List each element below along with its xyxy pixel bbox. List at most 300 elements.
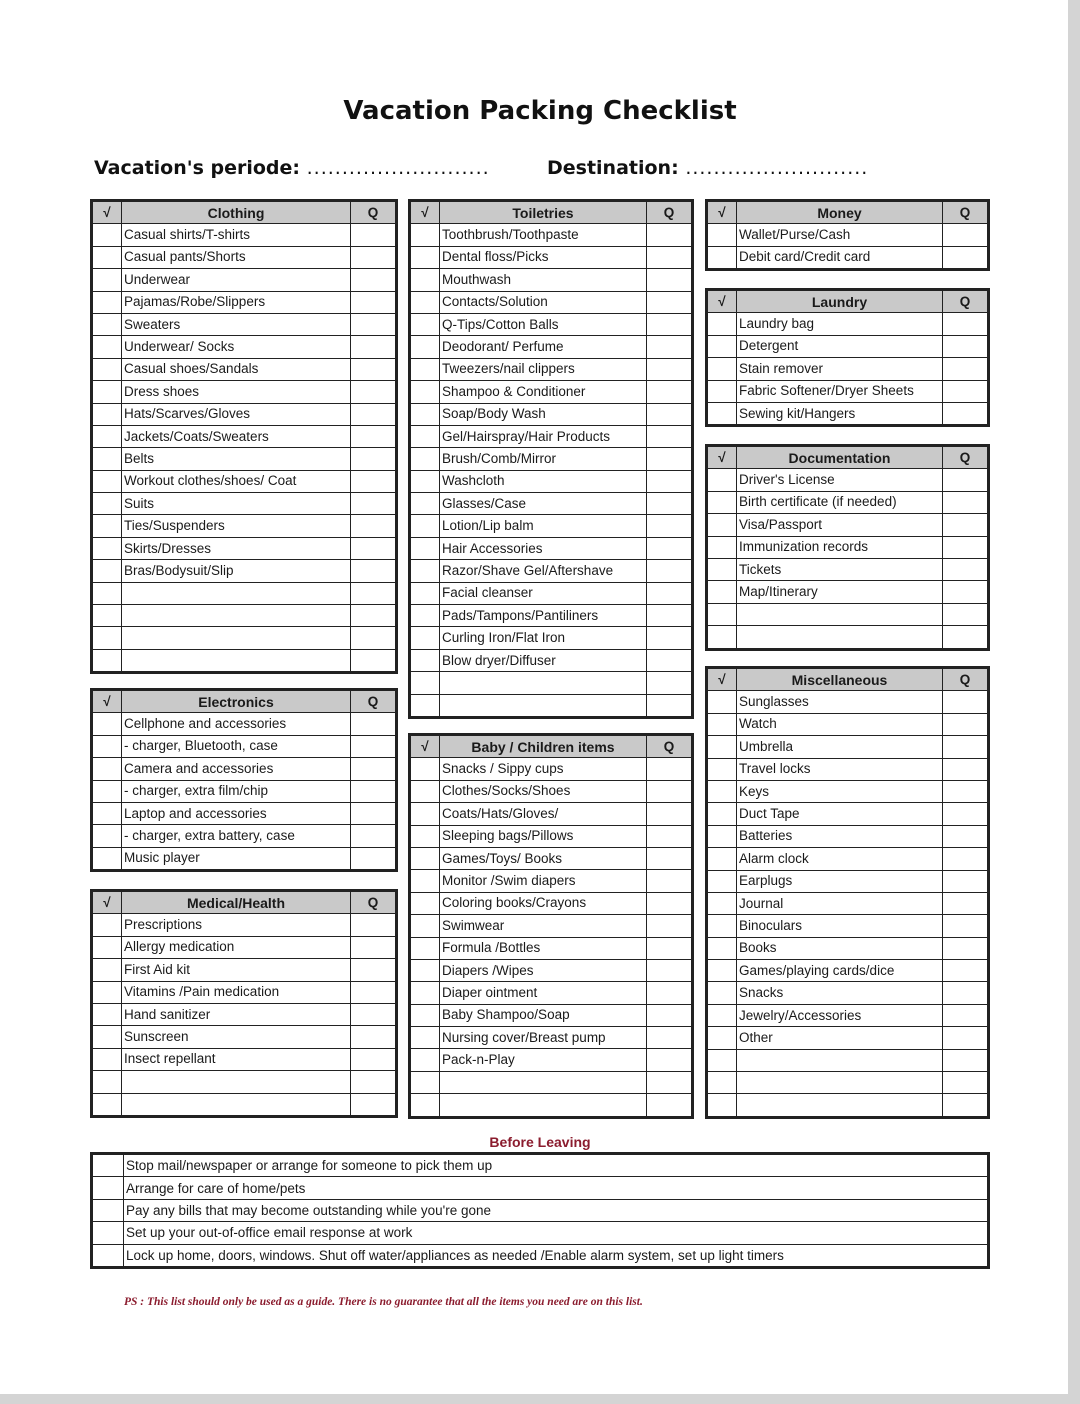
quantity-cell[interactable] [351,313,396,335]
quantity-cell[interactable] [943,1027,988,1049]
checkbox-cell[interactable] [93,537,122,559]
checkbox-cell[interactable] [708,224,737,246]
checkbox-cell[interactable] [411,803,440,825]
item-label: Vitamins /Pain medication [122,981,351,1003]
quantity-cell[interactable] [943,915,988,937]
quantity-cell[interactable] [943,536,988,558]
quantity-cell[interactable] [943,870,988,892]
checkbox-cell[interactable] [411,470,440,492]
quantity-cell[interactable] [647,1027,692,1049]
item-label: Debit card/Credit card [737,246,943,268]
checkbox-cell[interactable] [708,1072,737,1094]
quantity-cell[interactable] [647,649,692,671]
quantity-cell[interactable] [351,959,396,981]
quantity-cell[interactable] [943,603,988,625]
checkbox-cell[interactable] [708,603,737,625]
quantity-cell[interactable] [943,1049,988,1071]
quantity-cell[interactable] [943,380,988,402]
checkbox-cell[interactable] [411,582,440,604]
item-label: Shampoo & Conditioner [440,381,647,403]
checkbox-cell[interactable] [93,1071,122,1093]
item-label: Laptop and accessories [122,802,351,824]
checkbox-cell[interactable] [708,937,737,959]
quantity-cell[interactable] [351,649,396,671]
checklist-row [411,537,692,559]
quantity-cell[interactable] [351,825,396,847]
item-label: Umbrella [737,736,943,758]
quantity-cell[interactable] [351,560,396,582]
item-label: Blow dryer/Diffuser [440,649,647,671]
quantity-cell[interactable] [351,336,396,358]
quantity-cell[interactable] [351,246,396,268]
item-label: Mouthwash [440,269,647,291]
quantity-cell[interactable] [351,448,396,470]
checkbox-cell[interactable] [93,713,122,735]
item-label: Tickets [737,558,943,580]
quantity-cell[interactable] [943,335,988,357]
quantity-column-header: Q [647,736,692,758]
quantity-cell[interactable] [351,493,396,515]
quantity-cell[interactable] [351,582,396,604]
item-label: Ties/Suspenders [122,515,351,537]
checkbox-cell[interactable] [708,626,737,648]
quantity-cell[interactable] [943,246,988,268]
item-label: Clothes/Socks/Shoes [440,780,647,802]
checkbox-cell[interactable] [93,825,122,847]
checkbox-cell[interactable] [93,802,122,824]
quantity-cell[interactable] [647,493,692,515]
checkbox-cell[interactable] [411,537,440,559]
checkbox-cell[interactable] [411,982,440,1004]
checkbox-cell[interactable] [411,937,440,959]
quantity-cell[interactable] [943,892,988,914]
quantity-cell[interactable] [943,780,988,802]
checkbox-cell[interactable] [93,1222,124,1244]
checklist-row [411,403,692,425]
item-label: Hand sanitizer [122,1003,351,1025]
quantity-cell[interactable] [943,960,988,982]
checkbox-cell[interactable] [411,381,440,403]
checkbox-cell[interactable] [708,825,737,847]
quantity-cell[interactable] [351,802,396,824]
quantity-cell[interactable] [351,758,396,780]
checkbox-cell[interactable] [411,627,440,649]
quantity-cell[interactable] [647,937,692,959]
quantity-cell[interactable] [647,448,692,470]
checkbox-cell[interactable] [93,470,122,492]
before-leaving-row [93,1155,988,1177]
quantity-cell[interactable] [943,514,988,536]
checkbox-cell[interactable] [708,536,737,558]
checkbox-cell[interactable] [708,848,737,870]
checkbox-cell[interactable] [708,380,737,402]
checkbox-cell[interactable] [93,224,122,246]
checkbox-cell[interactable] [93,1199,124,1221]
checkbox-cell[interactable] [411,313,440,335]
electronics-header-row [93,691,396,713]
quantity-cell[interactable] [943,402,988,424]
checklist-row [411,605,692,627]
quantity-cell[interactable] [943,626,988,648]
quantity-cell[interactable] [647,358,692,380]
quantity-cell[interactable] [647,224,692,246]
quantity-cell[interactable] [351,936,396,958]
checkbox-cell[interactable] [708,1049,737,1071]
checkbox-cell[interactable] [411,403,440,425]
quantity-cell[interactable] [943,1094,988,1116]
checkbox-cell[interactable] [93,403,122,425]
checkbox-cell[interactable] [708,313,737,335]
quantity-cell[interactable] [351,224,396,246]
checkbox-cell[interactable] [708,892,737,914]
checkbox-cell[interactable] [411,892,440,914]
checkbox-cell[interactable] [708,358,737,380]
checklist-row [708,514,988,536]
quantity-cell[interactable] [943,469,988,491]
quantity-cell[interactable] [647,1004,692,1026]
item-label: Underwear/ Socks [122,336,351,358]
checkbox-cell[interactable] [708,246,737,268]
checklist-row [411,336,692,358]
item-label: Q-Tips/Cotton Balls [440,313,647,335]
quantity-cell[interactable] [351,1071,396,1093]
quantity-cell[interactable] [647,1049,692,1071]
checklist-row [411,1004,692,1026]
checklist-row [411,515,692,537]
checkbox-cell[interactable] [93,1155,124,1177]
quantity-cell[interactable] [943,224,988,246]
item-label [737,1094,943,1116]
quantity-cell[interactable] [351,780,396,802]
checklist-row [708,848,988,870]
checkbox-cell[interactable] [93,735,122,757]
checkbox-cell[interactable] [708,870,737,892]
checkbox-cell[interactable] [93,1003,122,1025]
item-label: Workout clothes/shoes/ Coat [122,470,351,492]
quantity-cell[interactable] [647,959,692,981]
quantity-cell[interactable] [647,803,692,825]
quantity-cell[interactable] [351,381,396,403]
item-label: Journal [737,892,943,914]
quantity-cell[interactable] [647,605,692,627]
item-label: Gel/Hairspray/Hair Products [440,425,647,447]
checkbox-cell[interactable] [93,269,122,291]
quantity-cell[interactable] [647,1094,692,1116]
checkbox-cell[interactable] [708,736,737,758]
checkbox-cell[interactable] [411,515,440,537]
checkbox-cell[interactable] [93,1026,122,1048]
checkbox-cell[interactable] [93,780,122,802]
checkbox-cell[interactable] [93,914,122,936]
quantity-cell[interactable] [647,847,692,869]
before-leaving-table [92,1154,988,1267]
quantity-cell[interactable] [943,982,988,1004]
quantity-cell[interactable] [351,713,396,735]
checkbox-cell[interactable] [708,982,737,1004]
quantity-cell[interactable] [647,560,692,582]
quantity-cell[interactable] [647,313,692,335]
checkbox-cell[interactable] [93,313,122,335]
item-label: Alarm clock [737,848,943,870]
quantity-cell[interactable] [351,358,396,380]
checkbox-cell[interactable] [411,291,440,313]
checklist-row [411,627,692,649]
item-label: - charger, extra battery, case [122,825,351,847]
quantity-cell[interactable] [351,1026,396,1048]
checkbox-cell[interactable] [411,672,440,694]
quantity-cell[interactable] [943,1072,988,1094]
checkbox-cell[interactable] [93,515,122,537]
quantity-cell[interactable] [351,1003,396,1025]
item-label: Jackets/Coats/Sweaters [122,425,351,447]
item-label: Diaper ointment [440,982,647,1004]
checklist-row [708,1049,988,1071]
checkbox-cell[interactable] [411,1049,440,1071]
quantity-cell[interactable] [647,381,692,403]
quantity-cell[interactable] [943,691,988,713]
quantity-cell[interactable] [943,491,988,513]
item-label: Snacks / Sippy cups [440,758,647,780]
quantity-cell[interactable] [647,246,692,268]
checkbox-cell[interactable] [708,558,737,580]
checkbox-cell[interactable] [411,1004,440,1026]
checkbox-cell[interactable] [708,581,737,603]
checklist-row [93,246,396,268]
checkbox-cell[interactable] [411,780,440,802]
quantity-cell[interactable] [647,291,692,313]
quantity-cell[interactable] [351,627,396,649]
checklist-row [411,246,692,268]
checkbox-cell[interactable] [708,514,737,536]
laundry-header-row [708,291,988,313]
quantity-cell[interactable] [943,1004,988,1026]
checklist-row [93,981,396,1003]
checkbox-cell[interactable] [93,582,122,604]
item-label: Books [737,937,943,959]
item-label: Duct Tape [737,803,943,825]
checkbox-cell[interactable] [708,780,737,802]
quantity-cell[interactable] [647,672,692,694]
item-label [440,1094,647,1116]
checkbox-cell[interactable] [708,691,737,713]
page-title: Vacation Packing Checklist [343,96,737,126]
quantity-cell[interactable] [351,735,396,757]
checkbox-cell[interactable] [93,1093,122,1115]
checklist-row [411,269,692,291]
checkbox-cell[interactable] [93,605,122,627]
checkbox-cell[interactable] [708,469,737,491]
checkbox-cell[interactable] [411,694,440,716]
quantity-cell[interactable] [647,758,692,780]
checkbox-cell[interactable] [411,336,440,358]
checklist-row [93,1048,396,1070]
check-column-header: √ [411,202,440,224]
checkbox-cell[interactable] [93,1048,122,1070]
quantity-cell[interactable] [943,558,988,580]
checkbox-cell[interactable] [93,936,122,958]
baby-section-title: Baby / Children items [440,736,647,758]
quantity-cell[interactable] [943,758,988,780]
quantity-cell[interactable] [647,403,692,425]
quantity-cell[interactable] [647,825,692,847]
quantity-cell[interactable] [647,336,692,358]
checkbox-cell[interactable] [411,1071,440,1093]
quantity-cell[interactable] [351,847,396,869]
checkbox-cell[interactable] [411,1094,440,1116]
quantity-cell[interactable] [351,605,396,627]
quantity-cell[interactable] [647,892,692,914]
checkbox-cell[interactable] [708,915,737,937]
quantity-cell[interactable] [351,291,396,313]
quantity-cell[interactable] [943,937,988,959]
checkbox-cell[interactable] [708,758,737,780]
checklist-row [93,713,396,735]
checkbox-cell[interactable] [708,803,737,825]
checkbox-cell[interactable] [708,1004,737,1026]
quantity-cell[interactable] [647,870,692,892]
checklist-row [93,802,396,824]
quantity-cell[interactable] [647,694,692,716]
checkbox-cell[interactable] [708,1027,737,1049]
checkbox-cell[interactable] [411,825,440,847]
checklist-row [708,1004,988,1026]
quantity-cell[interactable] [647,425,692,447]
quantity-cell[interactable] [351,914,396,936]
quantity-cell[interactable] [351,515,396,537]
checkbox-cell[interactable] [93,649,122,671]
item-label: Cellphone and accessories [122,713,351,735]
checkbox-cell[interactable] [411,425,440,447]
quantity-cell[interactable] [647,537,692,559]
quantity-cell[interactable] [647,1071,692,1093]
checklist-row [411,582,692,604]
quantity-cell[interactable] [351,1048,396,1070]
checkbox-cell[interactable] [93,847,122,869]
checkbox-cell[interactable] [411,605,440,627]
checklist-row [708,380,988,402]
checkbox-cell[interactable] [93,425,122,447]
checkbox-cell[interactable] [93,959,122,981]
quantity-cell[interactable] [351,981,396,1003]
period-field[interactable] [94,157,490,179]
quantity-cell[interactable] [351,470,396,492]
checklist-row [708,758,988,780]
checklist-row [411,694,692,716]
checkbox-cell[interactable] [93,560,122,582]
quantity-cell[interactable] [943,736,988,758]
checkbox-cell[interactable] [93,448,122,470]
item-label: Coloring books/Crayons [440,892,647,914]
checkbox-cell[interactable] [93,758,122,780]
quantity-cell[interactable] [351,403,396,425]
checklist-row [93,735,396,757]
checkbox-cell[interactable] [93,336,122,358]
checkbox-cell[interactable] [411,758,440,780]
checkbox-cell[interactable] [93,1177,124,1199]
item-label: Batteries [737,825,943,847]
checkbox-cell[interactable] [411,246,440,268]
checkbox-cell[interactable] [93,627,122,649]
destination-field[interactable] [547,157,868,179]
quantity-cell[interactable] [647,582,692,604]
quantity-cell[interactable] [351,269,396,291]
checkbox-cell[interactable] [708,1094,737,1116]
item-label: Pads/Tampons/Pantiliners [440,605,647,627]
check-column-header: √ [708,291,737,313]
checkbox-cell[interactable] [411,358,440,380]
item-label [737,1072,943,1094]
quantity-cell[interactable] [647,982,692,1004]
item-label [737,626,943,648]
money-table [707,201,988,269]
quantity-cell[interactable] [943,713,988,735]
checklist-row [411,1071,692,1093]
checklist-row [708,780,988,802]
quantity-cell[interactable] [943,848,988,870]
quantity-cell[interactable] [943,825,988,847]
checklist-row [708,246,988,268]
checklist-row [708,1072,988,1094]
quantity-cell[interactable] [351,537,396,559]
checkbox-cell[interactable] [93,493,122,515]
checkbox-cell[interactable] [93,381,122,403]
checkbox-cell[interactable] [411,269,440,291]
checkbox-cell[interactable] [708,402,737,424]
checklist-row [93,582,396,604]
quantity-cell[interactable] [943,313,988,335]
quantity-cell[interactable] [351,1093,396,1115]
quantity-cell[interactable] [351,425,396,447]
checkbox-cell[interactable] [411,448,440,470]
item-label: Keys [737,780,943,802]
checkbox-cell[interactable] [411,560,440,582]
quantity-cell[interactable] [647,627,692,649]
item-label: Earplugs [737,870,943,892]
checkbox-cell[interactable] [411,493,440,515]
quantity-cell[interactable] [943,358,988,380]
item-label: Skirts/Dresses [122,537,351,559]
item-label [440,672,647,694]
clothing-table [92,201,396,672]
checkbox-cell[interactable] [708,335,737,357]
checkbox-cell[interactable] [411,915,440,937]
checklist-row [411,1027,692,1049]
quantity-cell[interactable] [647,515,692,537]
checkbox-cell[interactable] [411,224,440,246]
checkbox-cell[interactable] [93,981,122,1003]
quantity-cell[interactable] [647,780,692,802]
checkbox-cell[interactable] [411,870,440,892]
quantity-cell[interactable] [647,915,692,937]
checkbox-cell[interactable] [708,713,737,735]
checkbox-cell[interactable] [708,960,737,982]
quantity-cell[interactable] [943,803,988,825]
quantity-cell[interactable] [647,470,692,492]
checkbox-cell[interactable] [411,1027,440,1049]
quantity-cell[interactable] [943,581,988,603]
checkbox-cell[interactable] [93,291,122,313]
checkbox-cell[interactable] [93,246,122,268]
checklist-row [411,493,692,515]
checkbox-cell[interactable] [708,491,737,513]
quantity-cell[interactable] [647,269,692,291]
checklist-row [708,1027,988,1049]
checkbox-cell[interactable] [93,358,122,380]
checkbox-cell[interactable] [411,649,440,671]
checkbox-cell[interactable] [93,1244,124,1266]
checkbox-cell[interactable] [411,959,440,981]
checkbox-cell[interactable] [411,847,440,869]
